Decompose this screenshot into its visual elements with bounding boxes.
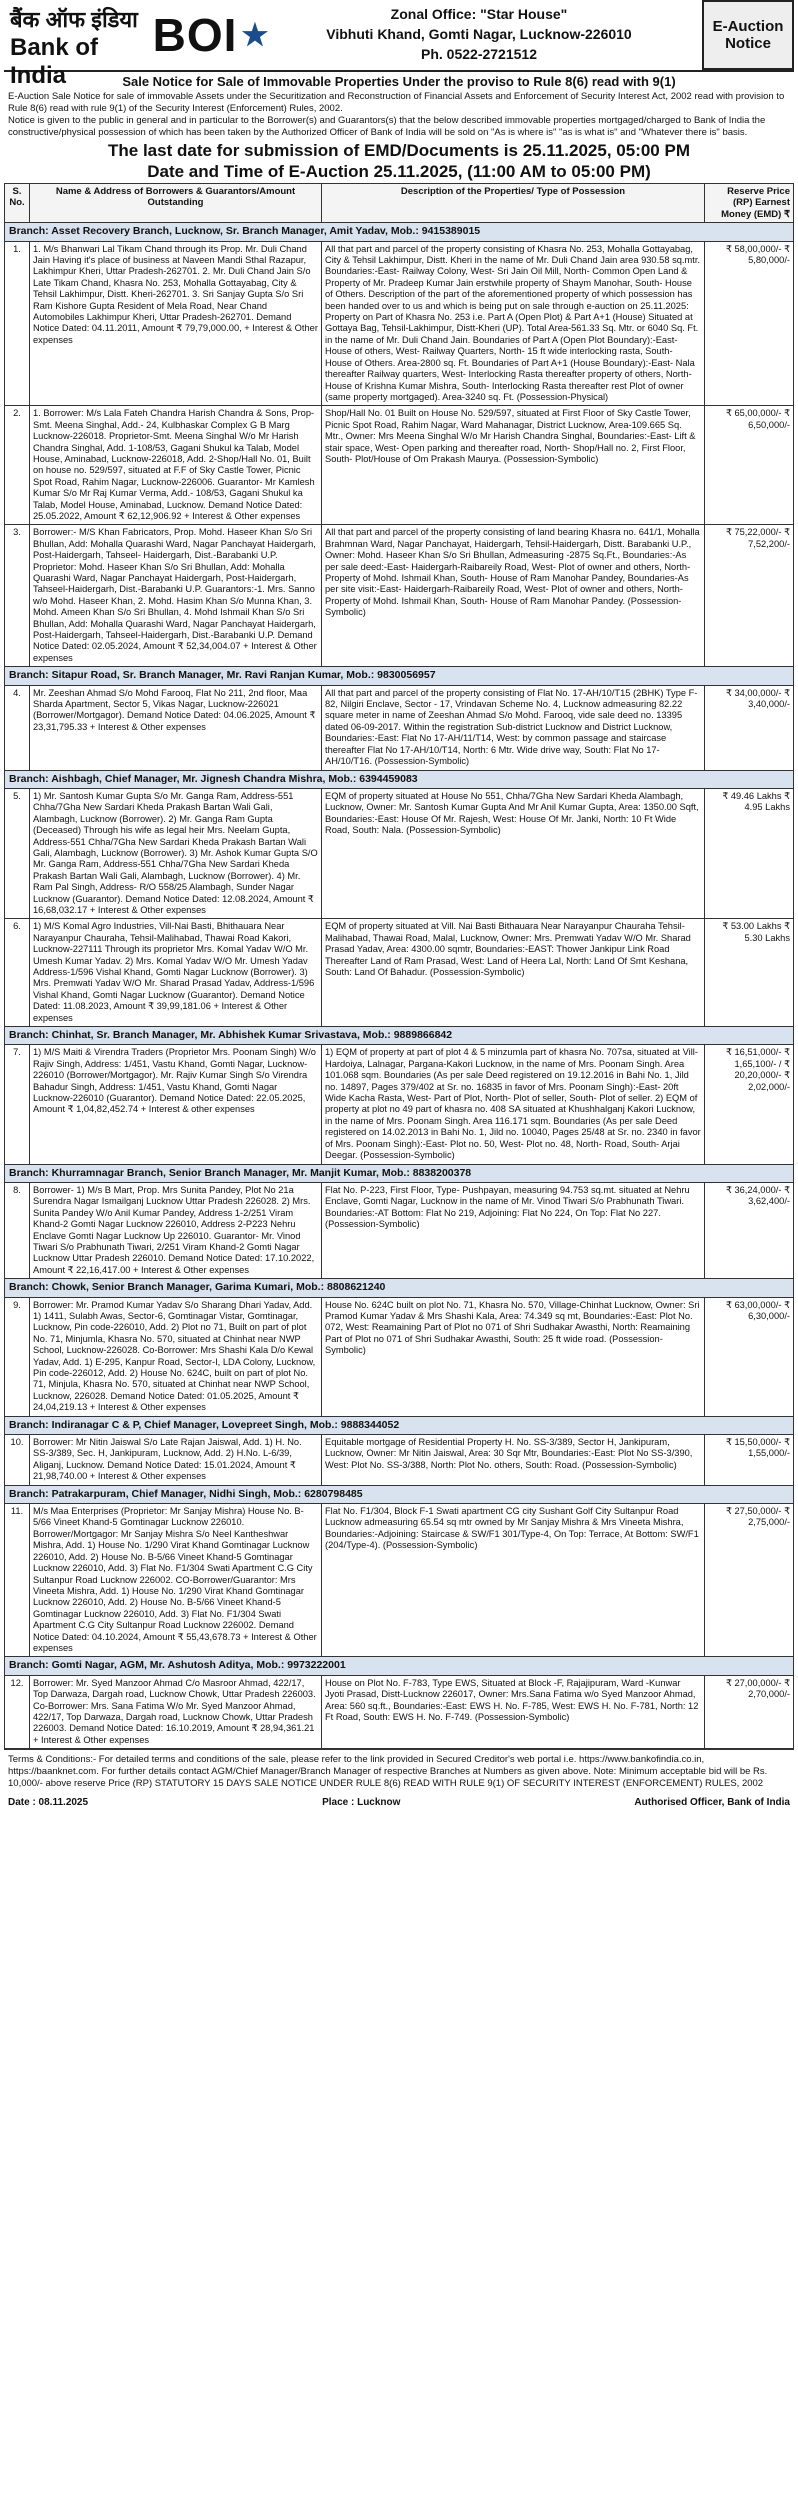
row-sn: 11. <box>5 1504 30 1657</box>
row-price: ₹ 63,00,000/- ₹ 6,30,000/- <box>705 1297 794 1416</box>
branch-row <box>5 1027 794 1045</box>
terms-and-conditions: Terms & Conditions:- For detailed terms and conditions of the sale, please refer to the link provided in Secured Creditor's web portal i.e. https://www.bankofindia.co.in, https://baanknet.com. For further details contact AGM/Chief Manager/Branch Manager of respective Branches at Numbers as given above. Note: Minimum acceptable bid will be Rs. 10,000/- above reserve Price (RP) STATUTORY 15 DAYS SALE NOTICE UNDER RULE 8(6) READ WITH RULE 9(1) OF SECURITY INTEREST (ENFORCEMENT) RULES, 2002 <box>4 1749 794 1794</box>
zonal-office-info <box>256 0 702 70</box>
row-borrower: Borrower- 1) M/s B Mart, Prop. Mrs Sunita Pandey, Plot No 21a Surendra Nagar Ismailganj Lucknow Uttar Pradesh 226028. 2) Mrs. Sunita Pandey W/o Anil Kumar Pandey, Address 1-2/251 Viram Khand-2 Gomti Nagar Lucknow 226010, Address 2-P223 Nehru Enclave Gomti Nagar Lucknow Up 226010. Guarantor- Mr. Vinod Tiwari S/o Prabhunath Tiwari, 2/251 Viram Khand-2 Gomti Nagar Lucknow Uttar Pradesh 226010. Demand Notice Dated: 17.10.2022, Amount ₹ 22,16,417.00 + Interest & Other expenses <box>30 1182 322 1278</box>
table-row <box>5 1182 794 1278</box>
brand-hindi: बैंक ऑफ इंडिया <box>10 7 138 32</box>
table-header-row <box>5 184 794 223</box>
row-price: ₹ 58,00,000/- ₹ 5,80,000/- <box>705 241 794 406</box>
row-price: ₹ 53.00 Lakhs ₹ 5.30 Lakhs <box>705 919 794 1027</box>
row-sn: 3. <box>5 525 30 667</box>
row-price: ₹ 75,22,000/- ₹ 7,52,200/- <box>705 525 794 667</box>
row-price: ₹ 27,00,000/- ₹ 2,70,000/- <box>705 1675 794 1748</box>
branch-row <box>5 667 794 685</box>
table-row <box>5 1675 794 1748</box>
zonal-office-name: Zonal Office: "Star House" <box>390 6 568 22</box>
signature-row <box>4 1794 794 1811</box>
row-property: Equitable mortgage of Residential Property H. No. SS-3/389, Sector H, Jankipuram, Lucknow, Owner: Mr Nitin Jaiswal, Area: 30 Sqr Mtr, Boundaries:-East: Plot No SS-3/390, West: Plot No. SS-3/388, North: Plot No. others, South: Road. (Possession-Symbolic) <box>322 1435 705 1486</box>
row-property: 1) EQM of property at part of plot 4 & 5 minzumla part of khasra No. 707sa, situated at Vill-Hardoiya, Lalnagar, Pargana-Kakori Lucknow, in the name of Mrs. Poonam Singh. Area 101.068 sqm. Boundaries (As per sale Deed registered on 19.12.2016 in Bahi No. 1, Jild no. 14897, Pages 379/402 at Sr. no. 16835 in favor of Mrs. Poonam Singh):-East- 20ft Wide Kacha Rasta, West- Part of Plot, North- Plot of seller, South- Plot of seller. 2) EQM of property at plot no 49 part of khasra no. 408 SA situated at Khushhalganj Kakori Lucknow, in the name of Mrs. Poonam Singh. Area 116.171 sqm. Boundaries (As per sale Deed registered on 14.02.2013 in Bahi No. 1, Jild no. 10040, Pages 25/48 at Sr. no. 2340 in favor of Mrs. Poonam Singh):-East- Plot no. 50, West- Plot no. 48, North- Road, South- Arjai Deegar. (Possession-Symbolic) <box>322 1045 705 1164</box>
bank-brand <box>4 0 166 89</box>
table-row <box>5 919 794 1027</box>
emd-last-date: The last date for submission of EMD/Documents is 25.11.2025, 05:00 PM <box>108 141 690 160</box>
branch-row <box>5 1657 794 1675</box>
row-property: All that part and parcel of the property consisting of Khasra No. 253, Mohalla Gottayabag, City & Tehsil Lakhimpur, Distt. Kheri in the name of Mr. Duli Chand Jain area 930.58 sq.mtr. Boundaries:-East- Railway Colony, West- Sri Jain Oil Mill, North- Common Open Land & Property of Mr. Pradeep Kumar Jain erstwhile property of Shaym Manohar, South- House of Others. Description of the part of the aforementioned property of which possession has been handed over to us and which is being put on sale through e-auction on 25.11.2025: Property on Part of Khasra No. 253 i.e. Part A (Open Plot) & Part A+1 (House) Situated at Gottaya Bag, Tehsil-Lakhimpur, Distt-Kheri (UP). Total Area-561.33 Sq. Mtr. or 6040 Sq. Ft. in the name of Mr. Duli Chand Jain. Boundaries of Part A (Open Plot Boundary):-East- House of others, West- Railway Quarters, North- 15 ft wide interlocking rasta, South- House of Others. Area-2800 sq. Ft. Boundaries of Part A+1 (House Boundary):-East- Nala thereafter Railway quarters, West- Interlocking Rasta thereafter property of others, North- House of Krishna Kumar Mishra, South- Interlocking Rasta thereafter rest Plot of owner (same property mortgaged). Area-3240 sq. Ft. (Possession-Physical) <box>322 241 705 406</box>
row-borrower: Borrower: Mr Nitin Jaiswal S/o Late Rajan Jaiswal, Add. 1) H. No. SS-3/389, Sec. H, Jankipuram, Lucknow, Add. 2) H.No. L-6/39, Aliganj, Lucknow. Demand Notice Dated: 15.01.2024, Amount ₹ 21,98,740.00 + Interest & Other expenses <box>30 1435 322 1486</box>
header-borrower: Name & Address of Borrowers & Guarantors/Amount Outstanding <box>30 184 322 223</box>
table-body <box>5 223 794 1749</box>
table-row <box>5 525 794 667</box>
row-borrower: 1) M/S Komal Agro Industries, Vill-Nai Basti, Bhithauara Near Narayanpur Chauraha, Tehsil-Malihabad, Thawai Road Kakori, Lucknow-227111 Through its proprietor Mrs. Komal Yadav W/O Mr. Umesh Kumar Yadav. 2) Mrs. Komal Yadav W/O Mr. Umesh Yadav Address-1/596 Vishal Khand, Gomti Nagar Lucknow (Borrower). 3) Mrs. Premwati Yadav W/O Mr. Sharad Prasad Yadav, Address-1/596 Vishal Khand, Gomti Nagar Lucknow (Guarantor). Demand Notice Dated: 11.08.2023, Amount ₹ 39,99,181.06 + Interest & Other expenses <box>30 919 322 1027</box>
table-row <box>5 406 794 525</box>
auction-date: Date and Time of E-Auction 25.11.2025, (11:00 AM to 05:00 PM) <box>147 162 651 181</box>
notice-place: Place : Lucknow <box>322 1797 401 1809</box>
branch-row <box>5 223 794 241</box>
property-table <box>4 183 794 1749</box>
row-borrower: Borrower: Mr. Syed Manzoor Ahmad C/o Masroor Ahmad, 422/17, Top Darwaza, Dargah road, Lucknow Chowk, Uttar Pradesh 226003. Co-Borrower: Mrs. Sana Fatima W/o Mr. Syed Manzoor Ahmad, 422/17, Top Darwaza, Dargah road, Lucknow Chowk, Uttar Pradesh 226003. Demand Notice Dated: 16.10.2019, Amount ₹ 28,94,361.21 + Interest & Other expenses <box>30 1675 322 1748</box>
row-sn: 9. <box>5 1297 30 1416</box>
row-price: ₹ 49.46 Lakhs ₹ 4.95 Lakhs <box>705 788 794 918</box>
table-row <box>5 788 794 918</box>
header-property: Description of the Properties/ Type of Possession <box>322 184 705 223</box>
branch-label: Branch: Gomti Nagar, AGM, Mr. Ashutosh Aditya, Mob.: 9973222001 <box>5 1657 794 1675</box>
row-sn: 6. <box>5 919 30 1027</box>
table-row <box>5 685 794 770</box>
notice-date: Date : 08.11.2025 <box>8 1797 89 1809</box>
branch-label: Branch: Chowk, Senior Branch Manager, Garima Kumari, Mob.: 8808621240 <box>5 1279 794 1297</box>
notice-intro-1: E-Auction Sale Notice for sale of immovable Assets under the Securitization and Reconstruction of Financial Assets and Enforcement of Security Interest Act, 2002 read with provision to Rule 8(6) read with rule 9(1) of the Security Interest (Enforcement) Rules, 2002. <box>8 91 785 114</box>
row-borrower: Borrower: Mr. Pramod Kumar Yadav S/o Sharang Dhari Yadav, Add. 1) 1411, Sulabh Awas, Sector-6, Gomtinagar Vistar, Gomtinagar, Lucknow, Pin code-226010, Add. 2) Plot no 71, Built on part of plot No. 71, Minjumla, Khasra No. 570, situated at Chinhat near NWP School, Lucknow-226028. Co-Borrower: Mrs Shashi Kala D/o Kewal Yadav, Add. 1) E-295, Kanpur Road, Sector-I, LDA Colony, Lucknow, Pin code-226012, Add. 2) House No. 624C, built on part of plot No. 71, Minjula, Khasra No. 570, situated at Chinhat near NWP School, Lucknow, 226028. Demand Notice Dated: 01.05.2025, Amount ₹ 24,04,219.13 + Interest & Other expenses <box>30 1297 322 1416</box>
row-price: ₹ 36,24,000/- ₹ 3,62,400/- <box>705 1182 794 1278</box>
auction-notice-page <box>4 0 794 2493</box>
row-price: ₹ 16,51,000/- ₹ 1,65,100/- / ₹ 20,20,000/- ₹ 2,02,000/- <box>705 1045 794 1164</box>
branch-row <box>5 1485 794 1503</box>
row-sn: 1. <box>5 241 30 406</box>
row-borrower: 1. Borrower: M/s Lala Fateh Chandra Harish Chandra & Sons, Prop- Smt. Meena Singhal, Add.- 24, Kulbhaskar Complex G B Marg Lucknow-226018. Proprietor-Smt. Meena Singhal W/o Mr Harish Chandra Singhal, Add. 1-108/53, Gagani Shukul ka Talab, Model House, Aminabad, Lucknow-226018, Add. 2-Shop/Hall No. 01, Built on house no. 529/597, situated at F.F of Sky Castle Tower, Picnic Spot Road, Rahim Nagar, Lucknow-226006. Guarantor- Mr Kamlesh Kumar S/o Mr Raj Kumar Verma, Add.- 108/53, Gagani Shukul ka Talab, Model House, Aminabad, Lucknow. Demand Notice Dated: 25.05.2022, Amount ₹ 62,12,906.92 + Interest & Other expenses <box>30 406 322 525</box>
row-borrower: 1) Mr. Santosh Kumar Gupta S/o Mr. Ganga Ram, Address-551 Chha/7Gha New Sardari Kheda Prakash Bartan Wali Gali, Alambagh, Lucknow (Borrower). 2) Mr. Ganga Ram Gupta (Deceased) Through his wife as legal heir Mrs. Neelam Gupta, Address-551 Chha/7Gha New Sardari Kheda Prakash Bartan Wali Gali, Alambagh, Lucknow (Borrower). 3) Mr. Ashok Kumar Gupta S/O Mr. Ganga Ram, Address-551 Chha/7Gha New Sardari Kheda Prakash Bartan Wali Gali, Alambagh, Lucknow (Borrower). 4) Mr. Ram Pal Singh, Address- R/O 558/25 Alambagh, Sunder Nagar Lucknow (Guarantor). Demand Notice Dated: 12.08.2024, Amount ₹ 16,68,032.17 + Interest & Other expenses <box>30 788 322 918</box>
row-sn: 10. <box>5 1435 30 1486</box>
row-sn: 2. <box>5 406 30 525</box>
row-property: House on Plot No. F-783, Type EWS, Situated at Block -F, Rajajipuram, Ward -Kunwar Jyoti Prasad, Distt-Lucknow 226017, Owner: Mrs.Sana Fatima w/o Syed Manzoor Ahmad, Area: 560 sq.ft., Boundaries:-East: EWS H. No. F-785, West: EWS H. No. F-781, North: 12 Ft Road, South: EWS H. No. F-749. (Possession-Symbolic) <box>322 1675 705 1748</box>
row-property: Flat No. P-223, First Floor, Type- Pushpayan, measuring 94.753 sq.mt. situated at Nehru Enclave, Gomti Nagar, Lucknow in the name of Mr. Vinod Tiwari S/o Prabhunath Tiwari. Boundaries:-AT Bottom: Flat No 219, Adjoining: Flat No 224, On Top: Flat No 227. (Possession-Symbolic) <box>322 1182 705 1278</box>
row-sn: 4. <box>5 685 30 770</box>
row-property: Flat No. F1/304, Block F-1 Swati apartment CG city Sushant Golf City Sultanpur Road Lucknow admeasuring 65.54 sq mtr owned by Mr Sanjay Mishra & Mrs Vineeta Mishra, Boundaries:-Adjoining: Staircase & SW/F1 301/Type-4, On Top: Terrace, At Bottom: SW/F1 (204/Type-4). (Possession-Symbolic) <box>322 1504 705 1657</box>
notice-title: Sale Notice for Sale of Immovable Properties Under the proviso to Rule 8(6) read with 9(1) <box>122 74 676 89</box>
header-price: Reserve Price (RP) Earnest Money (EMD) ₹ <box>705 184 794 223</box>
row-property: EQM of property situated at Vill. Nai Basti Bithauara Near Narayanpur Chauraha Tehsil-Malihabad, Thawai Road, Malal, Lucknow, Owner: Mrs. Premwati Yadav W/O Mr. Sharad Prasad Yadav, Area: 4300.00 sqmtr, Boundaries:-EAST: Thower Jankipur Link Road Thereafter Land of Ram Prasad, West: Land of Heera Lal, North: Land Of Smt Keshana, South: Land Of Bahadur. (Possession-Symbolic) <box>322 919 705 1027</box>
row-property: All that part and parcel of the property consisting of land bearing Khasra no. 641/1, Mohalla Brahmnan Ward, Nagar Panchayat, Haidergarh, Tehsil-Haidergarh, Distt. Barabanki U.P., Owner: Mohd. Haseer Khan S/o Sri Bhullan, Admeasuring -2875 Sq.Ft., Boundaries:-As per sale deed:-East- Haidergarh-Raibareily Road, West- Plot of owner and others, North- Property of Mohd. Ishmail Khan, South- House of Ram Manohar Pandey, Boundaries-As per site visit:-East- Haidergarh-Raibareily Road, West- Plot of owner and others, North- Property of Mohd. Ishmail Khan, South- House of Ram Manohar Pandey. (Possession-Symbolic) <box>322 525 705 667</box>
branch-label: Branch: Khurramnagar Branch, Senior Branch Manager, Mr. Manjit Kumar, Mob.: 8838200378 <box>5 1164 794 1182</box>
row-borrower: Borrower:- M/S Khan Fabricators, Prop. Mohd. Haseer Khan S/o Sri Bhullan, Add: Mohalla Quarashi Ward, Nagar Panchayat Haidergarh, Post-Haidergarh, Tahseel- Haidergarh, Dist.-Barabanki U.P. Proprietor: Mohd. Haseer Khan S/o Sri Bhullan, Add: Mohalla Quarashi Ward, Nagar Panchayat Haidergarh, Post-Haidergarh, Tahseel-Haidergarh, Dist.-Barabanki U.P. Guarantors:-1. Mrs. Sanno w/o Mohd. Haseer Khan, 2. Mohd. Hasim Khan S/o Munna Khan, 3. Mohd. Ameen Khan S/o Sri Bhullan, 4. Mohd Ishmail Khan S/o Sri Bhullan, Add: Mohalla Quarashi Ward, Nagar Panchayat Haidergarh, Post-Haidergarh, Tahseel-Haidergarh, Dist.-Barabanki U.P. Demand Notice Dated: 02.05.2024, Amount ₹ 52,34,004.07 + Interest & Other expenses <box>30 525 322 667</box>
authorised-officer: Authorised Officer, Bank of India <box>634 1797 790 1809</box>
row-sn: 12. <box>5 1675 30 1748</box>
table-row <box>5 1045 794 1164</box>
branch-label: Branch: Sitapur Road, Sr. Branch Manager, Mr. Ravi Ranjan Kumar, Mob.: 9830056957 <box>5 667 794 685</box>
brand-english: Bank of India <box>10 34 99 89</box>
branch-row <box>5 770 794 788</box>
notice-intro-2: Notice is given to the public in general and in particular to the Borrower(s) and Guarantors(s) that the below described immovable properties mortgaged/charged to Bank of India the constructive/physical possession of which has been taken by the Authorized Officer of Bank of India will be sold on "As is where is" "as is what is" and "Whatever there is" basis. <box>8 115 766 138</box>
row-property: Shop/Hall No. 01 Built on House No. 529/597, situated at First Floor of Sky Castle Tower, Picnic Spot Road, Rahim Nagar, Ward Mahanagar, District Lucknow, Area-109.665 Sq. Mtr., Owner: Mrs Meena Singhal W/o Mr Harish Chandra Singhal, Boundaries:-East- Lift & stair space, West- Open parking and thereafter road, North- Shop/Hall no. 2, First Floor, South- Plot/House of Om Prakash Maurya. (Possession-Symbolic) <box>322 406 705 525</box>
table-row <box>5 241 794 406</box>
branch-label: Branch: Aishbagh, Chief Manager, Mr. Jignesh Chandra Mishra, Mob.: 6394459083 <box>5 770 794 788</box>
eauction-badge: E-Auction Notice <box>702 0 794 70</box>
table-row <box>5 1435 794 1486</box>
row-borrower: M/s Maa Enterprises (Proprietor: Mr Sanjay Mishra) House No. B-5/66 Vineet Khand-5 Gomtinagar Lucknow 226010. Borrower/Mortgagor: Mr Sanjay Mishra S/o Neel Kantheshwar Mishra, Add. 1) House No. 1/290 Virat Khand Gomtinagar Lucknow 226010, Add. 2) House No. B-5/66 Vineet Khand-5 Gomtinagar Lucknow 226010, Add. 3) Flat No. F1/304 Swati Apartment C.G City Sultanpur Road Lucknow 226002. CO-Borrower/Guarantor: Mrs Vineeta Mishra, Add. 1) House No. 1/290 Virat Khand Gomtinagar Lucknow 226010, Add. 2) House No. B-5/66 Vineet Khand-5 Gomtinagar Lucknow 226010, Add. 3) Flat No. F1/304 Swati Apartment C.G City Sultanpur Road Lucknow 226002. Demand Notice Dated: 04.10.2024, Amount ₹ 55,43,678.73 + Interest & Other expenses <box>30 1504 322 1657</box>
branch-label: Branch: Chinhat, Sr. Branch Manager, Mr. Abhishek Kumar Srivastava, Mob.: 9889866842 <box>5 1027 794 1045</box>
row-sn: 8. <box>5 1182 30 1278</box>
star-icon: ★ <box>241 18 270 52</box>
row-sn: 5. <box>5 788 30 918</box>
row-price: ₹ 15,50,000/- ₹ 1,55,000/- <box>705 1435 794 1486</box>
zonal-office-phone: Ph. 0522-2721512 <box>421 46 537 62</box>
boi-logo-text: BOI <box>152 9 238 61</box>
row-price: ₹ 65,00,000/- ₹ 6,50,000/- <box>705 406 794 525</box>
row-borrower: 1. M/s Bhanwari Lal Tikam Chand through its Prop. Mr. Duli Chand Jain Having it's place of business at Naveen Mandi Sthal Razapur, Lakhimpur Kheri, Uttar Pradesh-262701. 2. Mr. Duli Chand Jain S/o Late Tikam Chand, Khasra No. 253, Mohalla Gottayabag, City & Tehsil Lakhimpur, Distt. Kheri-262701. 3. Sri Sanjay Gupta S/o Sri Ram Kishore Gupta Resident of Mela Road, Near Chand Automobiles Lakhimpur Kheri, Uttar Pradesh-262701. Demand Notice Dated: 04.11.2011, Amount ₹ 79,79,000.00, + Interest & Other expenses <box>30 241 322 406</box>
row-borrower: Mr. Zeeshan Ahmad S/o Mohd Farooq, Flat No 211, 2nd floor, Maa Sharda Apartment, Sector 5, Vikas Nagar, Lucknow-226021 (Borrower/Mortgagor). Demand Notice Dated: 04.06.2025, Amount ₹ 23,31,795.33 + Interest & Other expenses <box>30 685 322 770</box>
branch-row <box>5 1416 794 1434</box>
row-price: ₹ 27,50,000/- ₹ 2,75,000/- <box>705 1504 794 1657</box>
branch-row <box>5 1164 794 1182</box>
row-property: All that part and parcel of the property consisting of Flat No. 17-AH/10/T15 (2BHK) Type F-82, Nilgiri Enclave, Sector - 17, Vrindavan Scheme No. 4, Lucknow admeasuring 82.22 square meter in name of Zeeshan Ahmad S/o Mohd. Farooq, vide sale deed no. 13395 dated 06-09-2017. Within the registration Sub-district Lucknow and District Lucknow, Boundaries:-East: Flat No 17-AH/11/T14, West: by common passage and staircase thereafter Flat No 17-AH/10/T14, North: 6 Mtr. Wide drive way, South: Flat No 17-AH/10/T16. (Possession-Symbolic) <box>322 685 705 770</box>
table-row <box>5 1504 794 1657</box>
row-price: ₹ 34,00,000/- ₹ 3,40,000/- <box>705 685 794 770</box>
table-row <box>5 1297 794 1416</box>
row-property: EQM of property situated at House No 551, Chha/7Gha New Sardari Kheda Alambagh, Lucknow, Owner: Mr. Santosh Kumar Gupta And Mr Anil Kumar Gupta, Area: 1350.00 Sqft, Boundaries:-East: House Of Mr. Rajesh, West: House Of Mr. Janki, North: 10 Ft Wide Road, South: Nala. (Possession-Symbolic) <box>322 788 705 918</box>
row-borrower: 1) M/S Maiti & Virendra Traders (Proprietor Mrs. Poonam Singh) W/o Rajiv Singh, Address: 1/451, Vastu Khand, Gomti Nagar, Lucknow-226010 (Borrower/Mortgagor). Mr. Rajiv Kumar Singh S/o Virendra Bahadur Singh, Address: 1/451, Vastu Khand, Gomti Nagar Lucknow-226010 (Guarantor). Demand Notice Dated: 22.05.2025, Amount ₹ 1,04,82,452.74 + Interest & other expenses <box>30 1045 322 1164</box>
header-sn: S. No. <box>5 184 30 223</box>
boi-logo <box>152 0 270 70</box>
branch-label: Branch: Patrakarpuram, Chief Manager, Nidhi Singh, Mob.: 6280798485 <box>5 1485 794 1503</box>
branch-label: Branch: Indiranagar C & P, Chief Manager, Lovepreet Singh, Mob.: 9888344052 <box>5 1416 794 1434</box>
branch-row <box>5 1279 794 1297</box>
row-property: House No. 624C built on plot No. 71, Khasra No. 570, Village-Chinhat Lucknow, Owner: Sri Pramod Kumar Yadav & Mrs Shashi Kala, Area: 74.349 sq mt, Boundaries:-East: Plot No. 072, West: Reamaining Part of Plot no 071 of Shri Sudhakar Awasthi, North: Reamaining Part of Plot no 071 of Shri Sudhakar Awasthi, South: 25 ft wide road. (Possession-Symbolic) <box>322 1297 705 1416</box>
branch-label: Branch: Asset Recovery Branch, Lucknow, Sr. Branch Manager, Amit Yadav, Mob.: 9415389015 <box>5 223 794 241</box>
zonal-office-address: Vibhuti Khand, Gomti Nagar, Lucknow-226010 <box>326 26 632 42</box>
row-sn: 7. <box>5 1045 30 1164</box>
